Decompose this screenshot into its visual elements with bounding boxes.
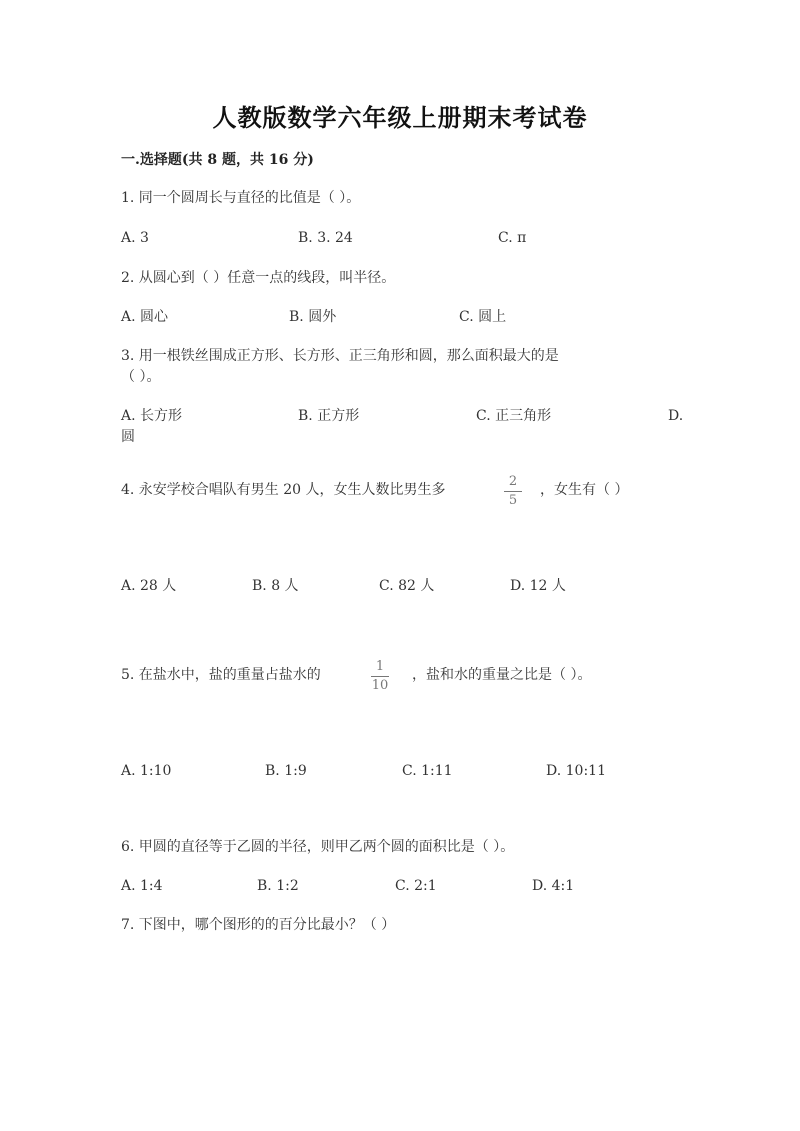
question-4-stem-after: ，女生有（ ） bbox=[540, 482, 629, 498]
question-3-stem-line-1: 3. 用一根铁丝围成正方形、长方形、正三角形和圆，那么面积最大的是 bbox=[121, 348, 559, 364]
fraction-numerator: 1 bbox=[375, 659, 385, 674]
question-5-stem-after: ，盐和水的重量之比是（ ）。 bbox=[412, 667, 592, 683]
question-2-option-a: A. 圆心 bbox=[121, 309, 169, 325]
question-4-option-a: A. 28 人 bbox=[121, 578, 177, 594]
fraction-denominator: 5 bbox=[508, 493, 518, 508]
question-2-option-c: C. 圆上 bbox=[459, 309, 507, 325]
question-2-option-b: B. 圆外 bbox=[289, 309, 337, 325]
fraction-bar bbox=[371, 676, 389, 677]
question-3-option-d-continued: 圆 bbox=[121, 429, 135, 445]
question-5-option-c: C. 1:11 bbox=[402, 763, 453, 779]
question-4-stem-before: 4. 永安学校合唱队有男生 20 人，女生人数比男生多 bbox=[121, 482, 446, 498]
fraction-denominator: 10 bbox=[371, 678, 389, 693]
question-5-option-b: B. 1:9 bbox=[265, 763, 307, 779]
fraction-bar bbox=[504, 491, 522, 492]
question-5-fraction bbox=[368, 660, 392, 693]
question-6-stem: 6. 甲圆的直径等于乙圆的半径，则甲乙两个圆的面积比是（ ）。 bbox=[121, 839, 515, 855]
question-7-stem: 7. 下图中，哪个图形的的百分比最小？（ ） bbox=[121, 917, 396, 933]
question-2-stem: 2. 从圆心到（ ）任意一点的线段，叫半径。 bbox=[121, 270, 396, 286]
page-title: 人教版数学六年级上册期末考试卷 bbox=[212, 103, 588, 132]
fraction-numerator: 2 bbox=[508, 474, 518, 489]
question-4-option-b: B. 8 人 bbox=[252, 578, 299, 594]
question-1-option-b: B. 3. 24 bbox=[298, 230, 353, 246]
question-1-option-c: C. π bbox=[498, 230, 527, 246]
question-3-stem-line-2: （ ）。 bbox=[121, 369, 161, 385]
section-heading: 一.选择题(共 8 题，共 16 分) bbox=[121, 152, 314, 168]
question-4-option-c: C. 82 人 bbox=[379, 578, 435, 594]
question-5-stem-before: 5. 在盐水中，盐的重量占盐水的 bbox=[121, 667, 321, 683]
question-6-option-b: B. 1:2 bbox=[257, 878, 299, 894]
question-6-option-a: A. 1:4 bbox=[121, 878, 163, 894]
question-4-option-d: D. 12 人 bbox=[510, 578, 566, 594]
question-3-option-a: A. 长方形 bbox=[121, 408, 183, 424]
question-1-option-a: A. 3 bbox=[121, 230, 149, 246]
question-6-option-c: C. 2:1 bbox=[395, 878, 437, 894]
question-3-option-c: C. 正三角形 bbox=[476, 408, 552, 424]
question-5-option-d: D. 10:11 bbox=[546, 763, 606, 779]
question-4-fraction bbox=[501, 475, 525, 508]
question-3-option-d: D. bbox=[668, 408, 684, 424]
question-3-option-b: B. 正方形 bbox=[298, 408, 360, 424]
question-1-stem: 1. 同一个圆周长与直径的比值是（ ）。 bbox=[121, 190, 361, 206]
question-5-option-a: A. 1:10 bbox=[121, 763, 172, 779]
question-6-option-d: D. 4:1 bbox=[532, 878, 575, 894]
